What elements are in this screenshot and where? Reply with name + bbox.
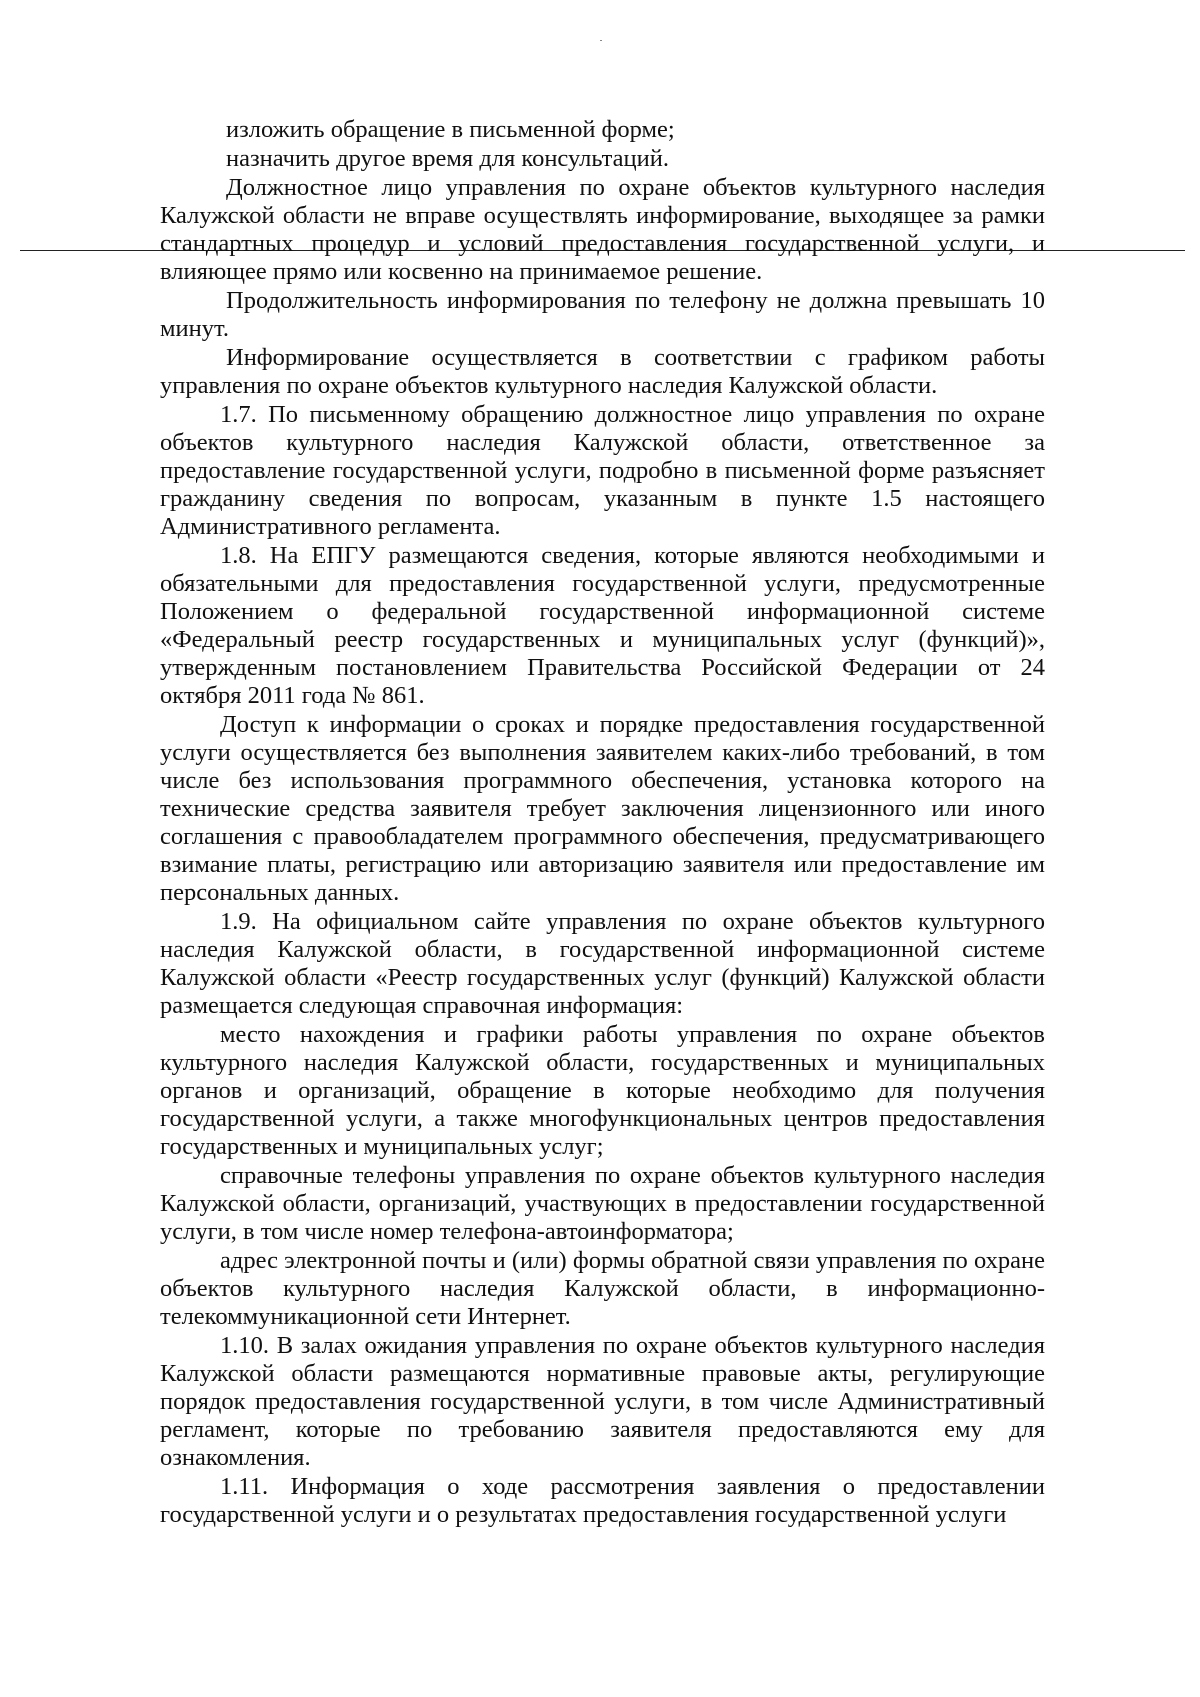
scan-speck xyxy=(600,40,602,41)
paragraph-1-8: 1.8. На ЕПГУ размещаются сведения, которые являются необходимыми и обязательными для предоставления государственной услуги, предусмотренные Положением о федеральной государственной информационной системе «Федеральный реестр государственных и муниципальных услуг (функций)», утвержденным постановлением Правительства Российской Федерации от 24 октября 2011 года № 861. xyxy=(160,542,1045,709)
paragraph-official-limits: Должностное лицо управления по охране объектов культурного наследия Калужской области не вправе осуществлять информирование, выходящее за рамки стандартных процедур и условий предоставления государственной услуги, и влияющее прямо или косвенно на принимаемое решение. xyxy=(160,174,1045,285)
paragraph-written-form: изложить обращение в письменной форме; xyxy=(226,116,675,143)
paragraph-access-info: Доступ к информации о сроках и порядке предоставления государственной услуги осуществляется без выполнения заявителем каких-либо требований, в том числе без использования программного обеспечения, установка которого на технические средства заявителя требует заключения лицензионного или иного соглашения с правообладателем программного обеспечения, предусматривающего взимание платы, регистрацию или авторизацию заявителя или предоставление им персональных данных. xyxy=(160,711,1045,906)
paragraph-email: адрес электронной почты и (или) формы обратной связи управления по охране объектов культурного наследия Калужской области, в информационно-телекоммуникационной сети Интернет. xyxy=(160,1247,1045,1330)
paragraph-phones: справочные телефоны управления по охране объектов культурного наследия Калужской области, организаций, участвующих в предоставлении государственной услуги, в том числе номер телефона-автоинформатора; xyxy=(160,1162,1045,1245)
paragraph-1-9: 1.9. На официальном сайте управления по охране объектов культурного наследия Калужской области, в государственной информационной системе Калужской области «Реестр государственных услуг (функций) Калужской области размещается следующая справочная информация: xyxy=(160,908,1045,1019)
paragraph-location-schedules: место нахождения и графики работы управления по охране объектов культурного наследия Калужской области, государственных и муниципальных органов и организаций, обращение в которые необходимо для получения государственной услуги, а также многофункциональных центров предоставления государственных и муниципальных услуг; xyxy=(160,1021,1045,1160)
document-body xyxy=(160,116,1045,1530)
paragraph-1-11: 1.11. Информация о ходе рассмотрения заявления о предоставлении государственной услуги и о результатах предоставления государственной услуги xyxy=(160,1473,1045,1528)
paragraph-1-10: 1.10. В залах ожидания управления по охране объектов культурного наследия Калужской области размещаются нормативные правовые акты, регулирующие порядок предоставления государственной услуги, в том числе Административный регламент, которые по требованию заявителя предоставляются ему для ознакомления. xyxy=(160,1332,1045,1471)
paragraph-1-7: 1.7. По письменному обращению должностное лицо управления по охране объектов культурного наследия Калужской области, ответственное за предоставление государственной услуги, подробно в письменной форме разъясняет гражданину сведения по вопросам, указанным в пункте 1.5 настоящего Административного регламента. xyxy=(160,401,1045,540)
paragraph-schedule: Информирование осуществляется в соответствии с графиком работы управления по охране объектов культурного наследия Калужской области. xyxy=(160,344,1045,399)
paragraph-phone-duration: Продолжительность информирования по телефону не должна превышать 10 минут. xyxy=(160,287,1045,342)
paragraph-other-time: назначить другое время для консультаций. xyxy=(226,145,669,172)
